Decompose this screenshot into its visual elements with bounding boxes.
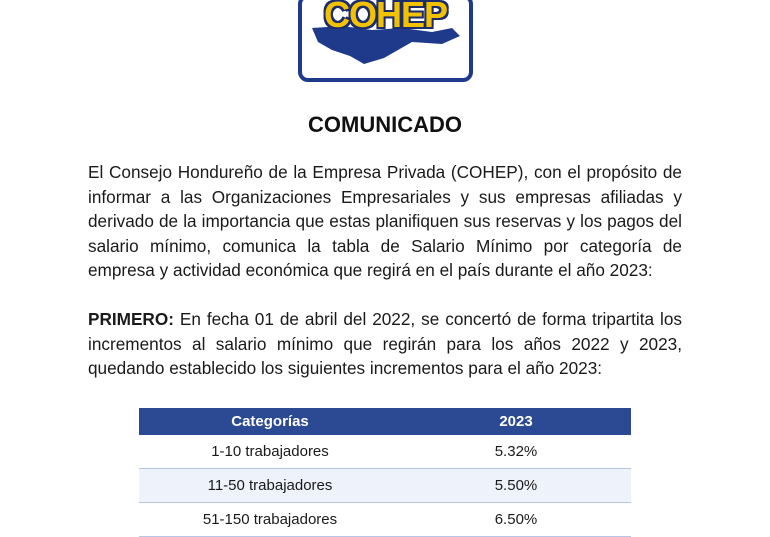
salary-increment-table — [139, 408, 631, 537]
table-row — [139, 469, 631, 503]
category-cell: 51-150 trabajadores — [139, 503, 401, 537]
page-title: COMUNICADO — [308, 112, 462, 137]
percent-cell: 5.50% — [401, 469, 631, 503]
intro-paragraph: El Consejo Hondureño de la Empresa Privada (COHEP), con el propósito de informar a las Organizaciones Empresariales y sus empresas afiliadas y derivado de la importancia que estas planifiquen sus reservas y los pagos del salario mínimo, comunica la tabla de Salario Mínimo por categoría de empresa y actividad económica que regirá en el país durante el año 2023: — [88, 162, 682, 280]
percent-cell: 5.32% — [401, 435, 631, 469]
category-cell: 1-10 trabajadores — [139, 435, 401, 469]
cohep-logo — [298, 0, 473, 82]
table-header-row — [139, 408, 631, 435]
primero-label: PRIMERO: — [88, 309, 174, 329]
primero-text: En fecha 01 de abril del 2022, se concertó de forma tripartita los incrementos al salario mínimo que regirán para los años 2022 y 2023, quedando establecido los siguientes incrementos para el año 2023: — [88, 309, 682, 378]
table-row — [139, 435, 631, 469]
header-year: 2023 — [401, 408, 631, 435]
table-row — [139, 503, 631, 537]
logo-text: COHEP — [323, 0, 448, 35]
primero-paragraph — [88, 307, 682, 381]
percent-cell: 6.50% — [401, 503, 631, 537]
header-categorias: Categorías — [139, 408, 401, 435]
category-cell: 11-50 trabajadores — [139, 469, 401, 503]
